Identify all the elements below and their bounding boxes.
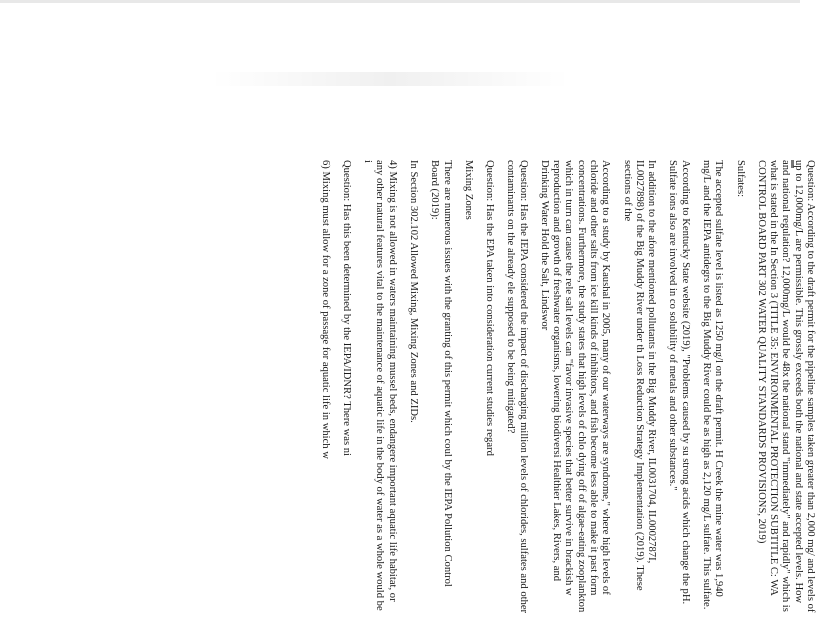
paragraph-zone-of-passage: 6) Mixing must allow for a zone of passage for aquatic life in which w — [319, 160, 331, 459]
paragraph-question-impact: Question: Has the IEPA considered the impact of discharging million levels of chlorides, sulfates and other contaminants on the already ele supposed to be being mitigated? — [505, 160, 529, 614]
scan-edge — [0, 0, 800, 3]
paragraph-question-studies: Question: Has the EPA taken into consideration current studies regard — [484, 160, 496, 456]
paragraph-permit-issues: There are numerous issues with the granting of this permit which coul by the IEPA Pollution Control Board (2019): — [429, 160, 453, 587]
heading-sulfates: Sulfates: — [734, 160, 746, 198]
paragraph-kentucky-website: According to Kentucky State website (2019), "Problems caused by su strong acids which change the pH. Sulfate ions also are involved in co solubility of metals and other substances." — [667, 160, 691, 605]
rotated-document-page — [319, 160, 816, 615]
paragraph-sulfate-level: The accepted sulfate level is listed as 1250 mg/l on the draft permit. H Creek the mine water was 1,940 mg/L and the IEPA antidegrs to the Big Muddy River could be as high as 2,120 mg/L sulfate. This sulfate. — [701, 160, 725, 610]
heading-mixing-zones: Mixing Zones — [462, 160, 474, 220]
paragraph-question-chloride-levels: Question: According to the draft permit for the pipeline samples taken greater than 2,000 mg/ and levels of up to 12,000mg/L are permissible. This grossly exceeds both the national and state accepted levels. How and national regulation? 12,000mg/L would be 48x the national stand "immediately" and rapidly" which is what is stated in the In Section 3 (TITLE 35: ENVIRONMENTAL PROTECTION SUBTITLE C: WA CONTROL BOARD PART 302 WATER QUALITY STANDARDS PROVISIONS, 2019) — [755, 160, 816, 613]
faded-header — [210, 72, 570, 86]
paragraph-kaushal-study: According to a study by Kaushal in 2005, many of our waterways are syndrome," where high levels of chloride and other salts from ice kill kinds of inhibitors, and fish become less able to make it past form concentrations. Furthermore, the study states that high levels of chlo dying off of algae-eating zooplankton which in turn can cause the rele salt levels can "favor invasive species that better survive in brackish w reproduction and growth of freshwater organisms, lowering biodiversi Healthier Lakes, Rivers, and Drinking Water Hold the Salt, Lindswor — [538, 160, 612, 613]
paragraph-section-302: In Section 302.102 Allowed Mixing, Mixing Zones and ZIDs. — [407, 160, 419, 423]
paragraph-question-iepa-idnr: Question: Has this been determined by the IEPA/IDNR? There was ni — [340, 160, 352, 456]
paragraph-pollutants: In addition to the afore mentioned pollutants in the Big Muddy River, IL0031704, IL0002787I, IL0027898) of the Big Muddy River under th Loss Reduction Strategy Implementation (2019). These sections of the — [621, 160, 658, 591]
paragraph-mixing-not-allowed: 4) Mixing is not allowed in waters maintaining mussel beds, endangere important aquatic life habitat, or any other natural features vital to the maintenance of aquatic life in the body of water as a whole would be i — [362, 160, 398, 611]
